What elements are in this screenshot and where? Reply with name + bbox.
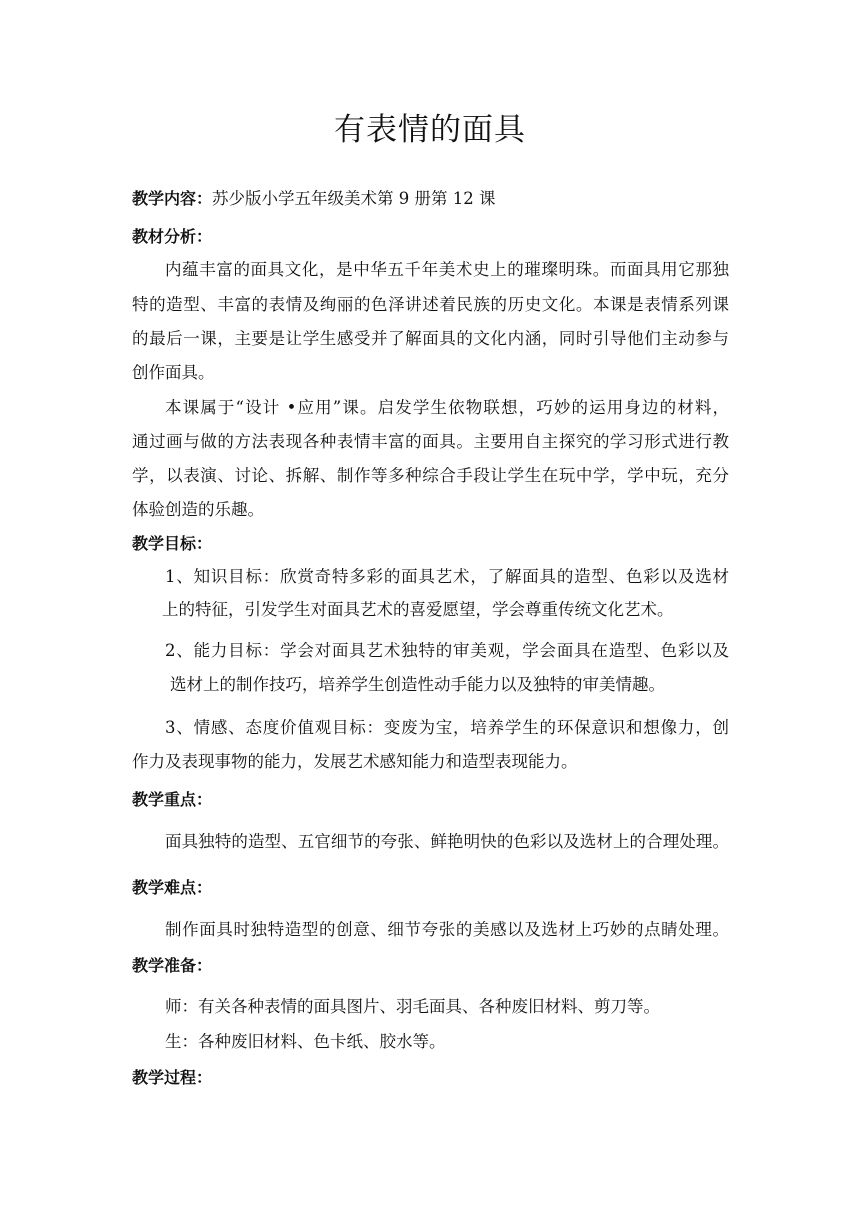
goal-line: 上的特征，引发学生对面具艺术的喜爱愿望，学会尊重传统文化艺术。 [162,600,674,619]
analysis-heading: 教材分析： [132,227,213,246]
analysis-line: 内蕴丰富的面具文化，是中华五千年美术史上的璀璨明珠。而面具用它那独 [165,260,729,279]
difficulties-heading: 教学难点： [132,878,213,897]
analysis-line: 体验创造的乐趣。 [132,500,264,519]
analysis-line: 学，以表演、讨论、拆解、制作等多种综合手段让学生在玩中学，学中玩，充分 [132,466,729,485]
teaching-content-row [132,188,496,210]
analysis-line: 通过画与做的方法表现各种表情丰富的面具。主要用自主探究的学习形式进行教 [132,432,729,451]
analysis-line: 的最后一课，主要是让学生感受并了解面具的文化内涵，同时引导他们主动参与 [132,329,729,348]
preparation-student: 生：各种废旧材料、色卡纸、胶水等。 [165,1032,446,1051]
goals-heading: 教学目标： [132,534,213,553]
analysis-line: 本课属于“设计 •应用”课。启发学生依物联想，巧妙的运用身边的材料， [165,398,729,417]
difficulties-text: 制作面具时独特造型的创意、细节夸张的美感以及选材上巧妙的点睛处理。 [165,920,729,939]
preparation-heading: 教学准备： [132,956,213,975]
preparation-teacher: 师：有关各种表情的面具图片、羽毛面具、各种废旧材料、剪刀等。 [165,997,660,1016]
goal-line: 2、能力目标：学会对面具艺术独特的审美观，学会面具在造型、色彩以及 [165,641,729,660]
key-points-text: 面具独特的造型、五官细节的夸张、鲜艳明快的色彩以及选材上的合理处理。 [165,832,729,851]
goal-line: 选材上的制作技巧，培养学生创造性动手能力以及独特的审美情趣。 [170,675,665,694]
goal-line: 作力及表现事物的能力，发展艺术感知能力和造型表现能力。 [132,752,578,771]
process-heading: 教学过程： [132,1068,213,1087]
key-points-heading: 教学重点： [132,790,213,809]
goal-line: 3、情感、态度价值观目标：变废为宝，培养学生的环保意识和想像力，创 [165,718,729,737]
analysis-line: 创作面具。 [132,363,215,382]
teaching-content-label: 教学内容： [132,189,213,208]
analysis-line: 特的造型、丰富的表情及绚丽的色泽讲述着民族的历史文化。本课是表情系列课 [132,295,729,314]
goal-line: 1、知识目标：欣赏奇特多彩的面具艺术，了解面具的造型、色彩以及选材 [165,567,729,586]
document-title: 有表情的面具 [334,112,526,148]
teaching-content-value: 苏少版小学五年级美术第 9 册第 12 课 [212,189,496,208]
